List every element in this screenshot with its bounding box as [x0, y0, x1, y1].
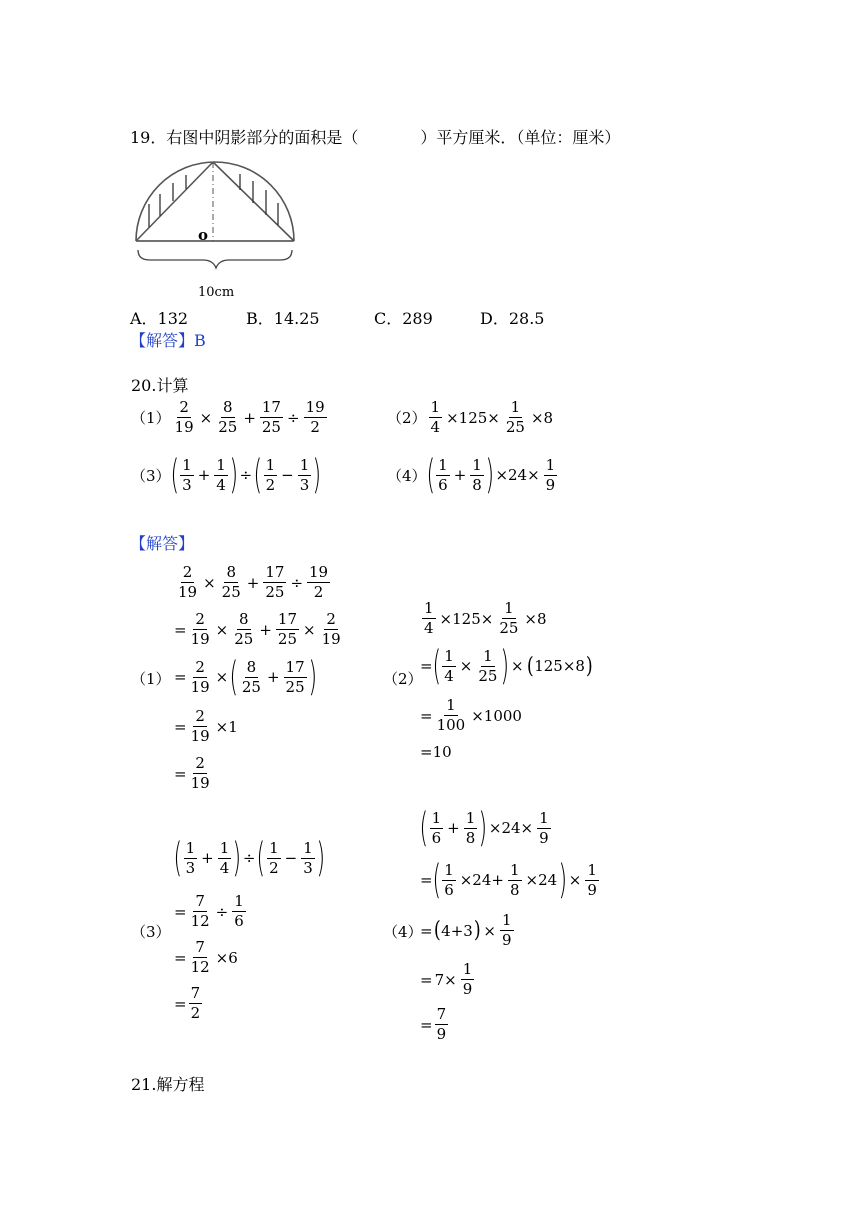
- q20-problem-2: （2） $\frac{1}{4}$ ×125× $\frac{1}{25}$ ×8: [387, 398, 554, 436]
- q19-option-a: A．132: [130, 309, 189, 328]
- sol1-line3: = $\frac{2}{19}$ × ( $\frac{8}{25}$ + $\frac{17}{25}$ ): [174, 654, 317, 700]
- sol-label-1: （1）: [131, 670, 171, 688]
- semicircle-figure: [128, 156, 300, 302]
- q19-number: 19．: [130, 128, 167, 147]
- q19-stem-before: 右图中阴影部分的面积是（: [166, 128, 359, 147]
- label-4: （4）: [387, 466, 427, 485]
- sol4-line2: = ( $\frac{1}{6}$ ×24+ $\frac{1}{8}$ ×24 ) × $\frac{1}{9}$: [420, 857, 597, 903]
- sol4-line5: = $\frac{7}{9}$: [420, 1005, 447, 1043]
- q20-answer-header: 【解答】: [130, 534, 195, 553]
- sol2-line4: =10: [420, 743, 452, 761]
- sol1-line5: = $\frac{2}{19}$: [174, 754, 210, 792]
- sol2-line2: = ( $\frac{1}{4}$ × $\frac{1}{25}$ ) × ( 125×8 ): [420, 643, 593, 689]
- q19-option-b: B．14.25: [246, 309, 320, 328]
- sol3-line2: = $\frac{7}{12}$ ÷ $\frac{1}{6}$: [174, 892, 244, 930]
- label-3: （3）: [131, 466, 171, 485]
- sol4-line1: ( $\frac{1}{6}$ + $\frac{1}{8}$ ) ×24× $\frac{1}{9}$: [419, 805, 549, 851]
- sol-label-3: （3）: [131, 923, 171, 941]
- q19-stem-after: ）平方厘米．（单位：厘米）: [420, 128, 621, 147]
- q19-stem: [130, 128, 620, 148]
- q20-title: 20.计算: [131, 376, 189, 395]
- sol-label-4: （4）: [383, 923, 423, 941]
- sol2-line1: $\frac{1}{4}$ ×125× $\frac{1}{25}$ ×8: [424, 599, 547, 637]
- q20-problem-4: （4） ( $\frac{1}{6}$ + $\frac{1}{8}$ ) ×24× $\frac{1}{9}$: [387, 452, 556, 498]
- label-2: （2）: [387, 409, 427, 427]
- q19-option-d: D．28.5: [480, 309, 545, 328]
- q19-answer: 【解答】B: [130, 331, 206, 350]
- sol4-line4: = 7× $\frac{1}{9}$: [420, 960, 473, 998]
- sol3-line1: ( $\frac{1}{3}$ + $\frac{1}{4}$ ) ÷ ( $\frac{1}{2}$ − $\frac{1}{3}$ ): [173, 835, 325, 881]
- sol-label-2: （2）: [383, 670, 423, 688]
- q19-option-c: C．289: [374, 309, 433, 328]
- sol1-line1: $\frac{2}{19}$ × $\frac{8}{25}$ + $\frac{17}{25}$ ÷ $\frac{19}{2}$: [178, 563, 329, 601]
- q21-title: 21.解方程: [131, 1075, 205, 1094]
- label-1: （1）: [131, 409, 171, 427]
- center-o-label: o: [198, 226, 209, 244]
- sol4-line3: = ( 4+3 ) × $\frac{1}{9}$: [420, 911, 512, 949]
- sol1-line2: = $\frac{2}{19}$ × $\frac{8}{25}$ + $\frac{17}{25}$ × $\frac{2}{19}$: [174, 610, 341, 648]
- q20-problem-3: （3） ( $\frac{1}{3}$ + $\frac{1}{4}$ ) ÷ ( $\frac{1}{2}$ − $\frac{1}{3}$ ): [131, 452, 322, 498]
- sol3-line3: = $\frac{7}{12}$ ×6: [174, 938, 238, 976]
- sol2-line3: = $\frac{1}{100}$ ×1000: [420, 696, 522, 734]
- sol1-line4: = $\frac{2}{19}$ ×1: [174, 707, 238, 745]
- sol3-line4: = $\frac{7}{2}$: [174, 984, 201, 1022]
- width-label: 10cm: [198, 285, 235, 300]
- q20-problem-1: （1） $\frac{2}{19}$ × $\frac{8}{25}$ + $\frac{17}{25}$ ÷ $\frac{19}{2}$: [131, 398, 325, 436]
